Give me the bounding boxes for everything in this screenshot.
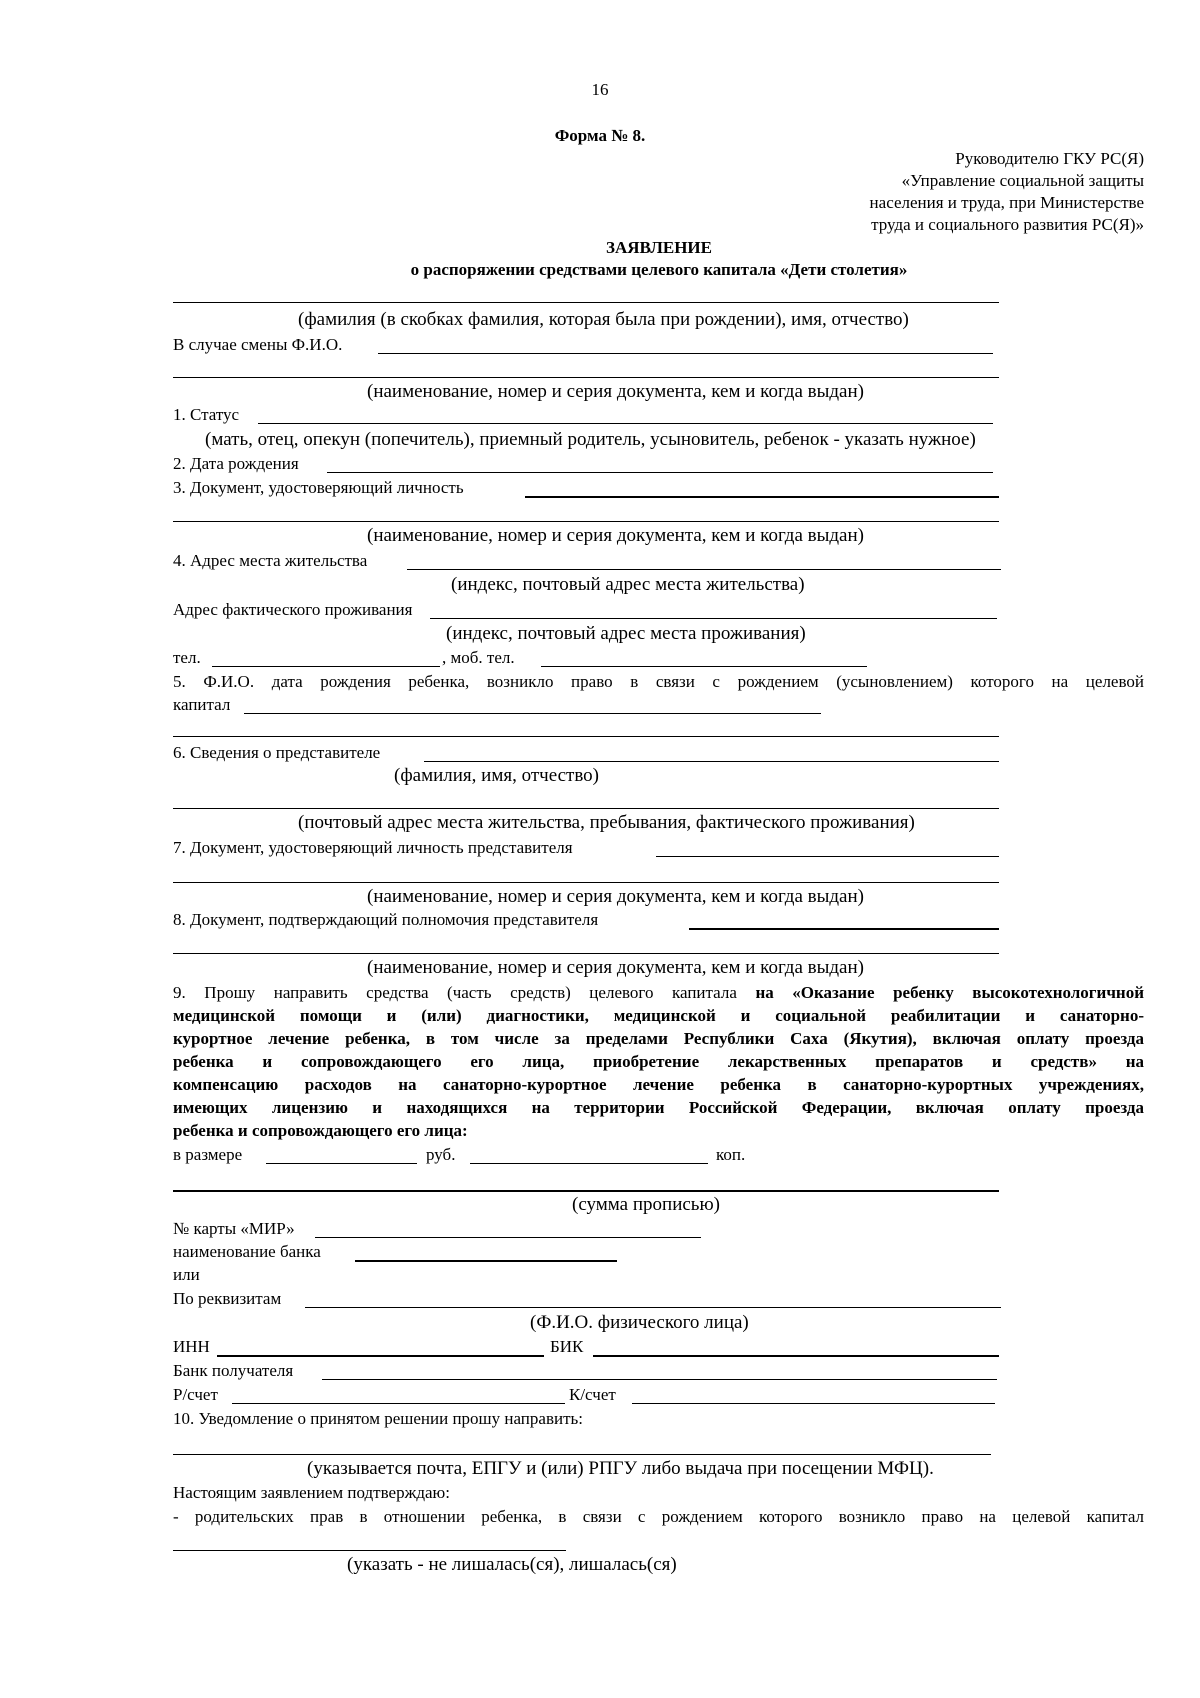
hint-document: (наименование, номер и серия документа, кем и когда выдан) (367, 381, 864, 402)
item9-line: медицинской помощи и (или) диагностики, медицинской и социальной реабилитации и санаторно- (173, 1006, 1144, 1025)
item9-line: ребенка и сопровождающего его лица: (173, 1121, 468, 1140)
status-label: 1. Статус (173, 405, 240, 424)
hint-status-options: (мать, отец, опекун (попечитель), приемный родитель, усыновитель, ребенок - указать нужное) (205, 429, 976, 450)
hint-person-fio: (Ф.И.О. физического лица) (530, 1312, 749, 1333)
item9-bold: на «Оказание ребенку высокотехнологичной (755, 983, 1144, 1002)
reg-address-field[interactable] (407, 569, 1001, 570)
hint-fio: (фамилия (в скобках фамилия, которая была при рождении), имя, отчество) (298, 309, 909, 330)
recipient-bank-field[interactable] (322, 1379, 997, 1380)
amount-kop-field[interactable] (470, 1163, 708, 1164)
birth-date-field[interactable] (327, 472, 993, 473)
addressee-line: труда и социального развития РС(Я)» (871, 215, 1144, 234)
account-field[interactable] (232, 1403, 565, 1404)
bank-name-field[interactable] (355, 1260, 617, 1262)
item9-line: курортное лечение ребенка, в том числе за пределами Республики Саха (Якутия), включая оплату проезда (173, 1029, 1144, 1048)
confirm-label: Настоящим заявлением подтверждаю: (173, 1483, 450, 1502)
or-label: или (173, 1265, 200, 1284)
actual-address-label: Адрес фактического проживания (173, 600, 413, 619)
birth-date-label: 2. Дата рождения (173, 454, 299, 473)
hint-rep-address: (почтовый адрес места жительства, пребывания, фактического проживания) (298, 812, 915, 833)
form-title: Форма № 8. (554, 126, 646, 145)
bik-label: БИК (550, 1337, 584, 1356)
addressee-line: Руководителю ГКУ РС(Я) (955, 149, 1144, 168)
document-subtitle: о распоряжении средствами целевого капитала «Дети столетия» (410, 260, 908, 279)
hint-deprivation: (указать - не лишалась(ся), лишалась(ся) (347, 1554, 677, 1575)
document-title: ЗАЯВЛЕНИЕ (605, 238, 712, 257)
mobile-field[interactable] (541, 666, 867, 667)
amount-rub-field[interactable] (266, 1163, 417, 1164)
phone-label: тел. (173, 648, 201, 667)
child-label: 5. Ф.И.О. дата рождения ребенка, возникло право в связи с рождением (усыновлением) которого на целевой (173, 672, 1144, 691)
mir-card-label: № карты «МИР» (173, 1219, 295, 1238)
hint-document: (наименование, номер и серия документа, кем и когда выдан) (367, 886, 864, 907)
corr-account-label: К/счет (569, 1385, 616, 1404)
id-document-field[interactable] (525, 496, 999, 498)
representative-field[interactable] (424, 761, 999, 762)
parental-rights-field[interactable] (173, 1550, 566, 1551)
recipient-bank-label: Банк получателя (173, 1361, 294, 1380)
name-change-field[interactable] (378, 353, 993, 354)
rep-id-field[interactable] (656, 856, 999, 857)
name-change-label: В случае смены Ф.И.О. (173, 335, 343, 354)
amount-words-field[interactable] (173, 1190, 999, 1192)
addressee-line: населения и труда, при Министерстве (869, 193, 1144, 212)
id-document-field-2[interactable] (173, 521, 999, 522)
bank-name-label: наименование банка (173, 1242, 321, 1261)
representative-label: 6. Сведения о представителе (173, 743, 381, 762)
hint-document: (наименование, номер и серия документа, кем и когда выдан) (367, 957, 864, 978)
hint-reg-address: (индекс, почтовый адрес места жительства) (451, 574, 805, 595)
page-number: 16 (591, 80, 609, 99)
notify-field[interactable] (173, 1454, 991, 1455)
kop-label: коп. (716, 1145, 746, 1164)
hint-amount-words: (сумма прописью) (572, 1194, 720, 1215)
rep-address-field[interactable] (173, 808, 999, 809)
parental-rights-label: - родительских прав в отношении ребенка, в связи с рождением которого возникло право на целевой капитал (173, 1507, 1144, 1526)
actual-address-field[interactable] (430, 618, 997, 619)
mir-card-field[interactable] (315, 1237, 701, 1238)
by-details-label: По реквизитам (173, 1289, 282, 1308)
rub-label: руб. (426, 1145, 456, 1164)
item9-line: ребенка и сопровождающего его лица, приобретение лекарственных препаратов и средств» на (173, 1052, 1144, 1071)
hint-rep-fio: (фамилия, имя, отчество) (394, 765, 600, 786)
item9-line (173, 983, 1144, 1003)
hint-actual-address: (индекс, почтовый адрес места проживания) (446, 623, 806, 644)
inn-label: ИНН (173, 1337, 210, 1356)
reg-address-label: 4. Адрес места жительства (173, 551, 368, 570)
child-field[interactable] (244, 713, 821, 714)
inn-field[interactable] (217, 1355, 544, 1357)
id-document-label: 3. Документ, удостоверяющий личность (173, 478, 464, 497)
item9-line: имеющих лицензию и находящихся на территории Российской Федерации, включая оплату проезда (173, 1098, 1144, 1117)
addressee-line: «Управление социальной защиты (901, 171, 1144, 190)
mobile-label: , моб. тел. (442, 648, 515, 667)
bik-field[interactable] (593, 1355, 999, 1357)
amount-label: в размере (173, 1145, 243, 1164)
name-change-doc-field[interactable] (173, 377, 999, 378)
status-field[interactable] (258, 423, 993, 424)
by-details-field[interactable] (305, 1307, 1001, 1308)
rep-id-label: 7. Документ, удостоверяющий личность представителя (173, 838, 573, 857)
corr-account-field[interactable] (632, 1403, 995, 1404)
rep-authority-label: 8. Документ, подтверждающий полномочия представителя (173, 910, 599, 929)
account-label: Р/счет (173, 1385, 218, 1404)
hint-document: (наименование, номер и серия документа, кем и когда выдан) (367, 525, 864, 546)
rep-authority-field[interactable] (689, 928, 999, 930)
rep-authority-field-2[interactable] (173, 953, 999, 954)
child-field-2[interactable] (173, 736, 999, 737)
applicant-fio-field[interactable] (173, 302, 999, 303)
child-label-cont: капитал (173, 695, 231, 714)
item9-plain: 9. Прошу направить средства (часть средств) целевого капитала (173, 983, 756, 1002)
hint-notify-method: (указывается почта, ЕПГУ и (или) РПГУ либо выдача при посещении МФЦ). (307, 1458, 934, 1479)
phone-field[interactable] (212, 666, 440, 667)
item9-line: компенсацию расходов на санаторно-курортное лечение ребенка в санаторно-курортных учреждениях, (173, 1075, 1144, 1094)
notify-label: 10. Уведомление о принятом решении прошу направить: (173, 1409, 583, 1428)
rep-id-field-2[interactable] (173, 882, 999, 883)
